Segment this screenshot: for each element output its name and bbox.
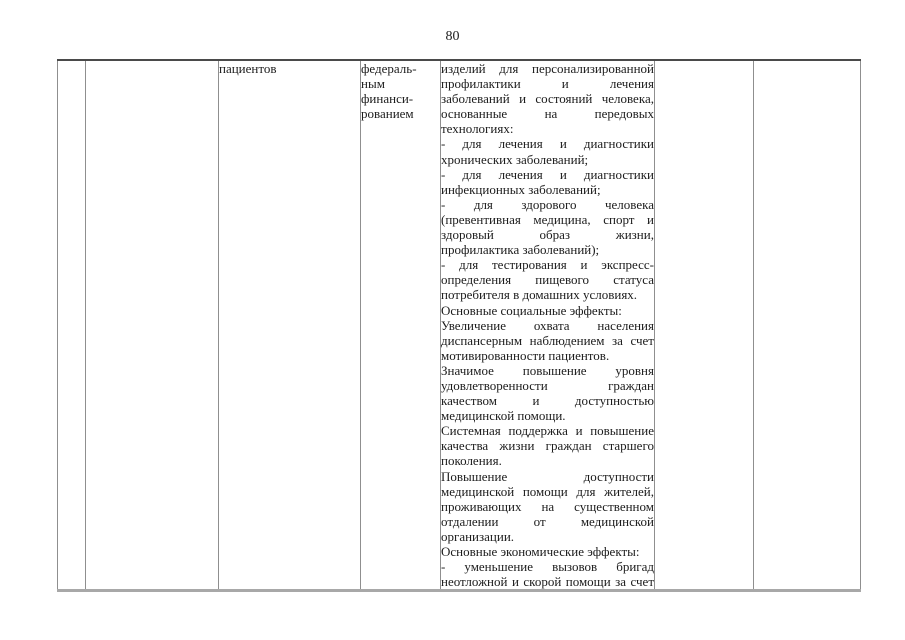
- text-line: основанные на передовых: [441, 106, 654, 122]
- table-cell-1-empty: [58, 60, 86, 591]
- text-line: организации.: [441, 528, 515, 544]
- text-line: медицинской помощи для жителей,: [441, 483, 654, 499]
- text-line: профилактика заболеваний);: [441, 242, 600, 258]
- text-line: качеством и доступностью: [441, 393, 654, 409]
- text-line: заболеваний и состояний человека,: [441, 91, 654, 107]
- text-line: Основные социальные эффекты:: [441, 302, 622, 318]
- text-line: Системная поддержка и повышение: [441, 423, 654, 439]
- text-line: здоровый образ жизни,: [441, 227, 654, 243]
- table-cell-6-empty: [655, 60, 754, 591]
- content-table: [57, 59, 861, 592]
- text-line: Значимое повышение уровня: [441, 362, 654, 378]
- text-line: финанси-: [361, 91, 414, 107]
- text-line: Повышение доступности: [441, 468, 654, 484]
- table-cell-7-empty: [754, 60, 861, 591]
- text-line: инфекционных заболеваний;: [441, 181, 601, 197]
- text-line: Основные экономические эффекты:: [441, 544, 640, 559]
- text-line: - для лечения и диагностики: [441, 136, 654, 152]
- funding-lines: [361, 61, 440, 121]
- text-line: технологиях:: [441, 121, 514, 137]
- text-line: определения пищевого статуса: [441, 272, 654, 288]
- patients-text: пациентов: [219, 61, 277, 76]
- table-cell-patients: [219, 60, 361, 591]
- text-line: неотложной и скорой помощи за счет: [441, 574, 654, 590]
- text-line: поколения.: [441, 453, 502, 469]
- text-line: федераль-: [361, 61, 417, 76]
- text-line: ным: [361, 76, 385, 92]
- table-row: [58, 60, 861, 591]
- table-cell-2-empty: [86, 60, 219, 591]
- text-line: Увеличение охвата населения: [441, 317, 654, 333]
- text-line: хронических заболеваний;: [441, 151, 589, 167]
- text-line: качества жизни граждан старшего: [441, 438, 654, 454]
- text-line: - для здорового человека: [441, 196, 654, 212]
- text-line: - для лечения и диагностики: [441, 166, 654, 182]
- table-cell-funding: [361, 60, 441, 591]
- text-line: медицинской помощи.: [441, 408, 566, 424]
- text-line: изделий для персонализированной: [441, 61, 654, 76]
- text-line: отдалении от медицинской: [441, 513, 654, 529]
- main-text-lines: [441, 61, 654, 589]
- text-line: потребителя в домашних условиях.: [441, 287, 638, 303]
- text-line: проживающих на существенном: [441, 498, 654, 514]
- text-line: мотивированности пациентов.: [441, 347, 610, 363]
- text-line: диспансерным наблюдением за счет: [441, 332, 654, 348]
- text-line: - уменьшение вызовов бригад: [441, 559, 654, 575]
- text-line: рованием: [361, 106, 414, 122]
- text-line: - для тестирования и экспресс-: [441, 257, 654, 273]
- text-line: (превентивная медицина, спорт и: [441, 211, 654, 227]
- text-line: удовлетворенности граждан: [441, 377, 654, 393]
- page-number: 80: [445, 29, 460, 44]
- text-line: профилактики и лечения: [441, 76, 654, 92]
- table-cell-main-text: [441, 60, 655, 591]
